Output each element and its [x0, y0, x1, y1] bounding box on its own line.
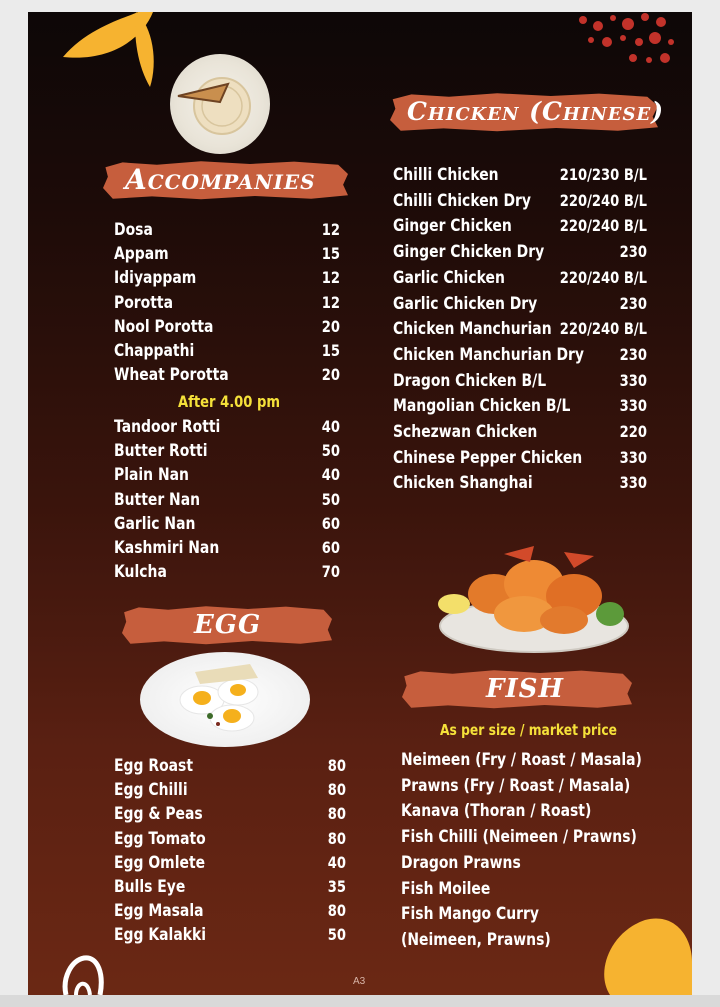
menu-item-price: 330 — [619, 473, 647, 493]
menu-item-name: Kanava (Thoran / Roast) — [401, 801, 592, 822]
menu-item-name: Egg Chilli — [114, 780, 188, 801]
menu-page — [28, 12, 692, 995]
egg-dish-image — [140, 652, 310, 747]
menu-item-name: Chappathi — [114, 341, 195, 361]
dots-decoration-icon — [573, 12, 683, 72]
leaf-decoration-icon — [58, 12, 168, 87]
menu-item-price: 220/240 B/L — [559, 216, 647, 236]
menu-item-price: 220/240 B/L — [559, 319, 647, 339]
menu-item-price: 20 — [321, 365, 340, 385]
menu-item-name: Dragon Chicken B/L — [393, 370, 547, 391]
menu-item-price: 80 — [327, 756, 346, 775]
after-4pm-note: After 4.00 pm — [178, 392, 281, 411]
menu-item-price: 330 — [619, 370, 647, 390]
menu-item-name: Plain Nan — [114, 465, 189, 486]
page-number: A3 — [353, 976, 366, 987]
menu-item-name: Chilli Chicken — [393, 165, 499, 185]
menu-item-name: Tandoor Rotti — [114, 417, 221, 437]
menu-item-name: Schezwan Chicken — [393, 422, 538, 442]
menu-item-name: Fish Mango Curry — [401, 904, 539, 925]
menu-item-price: 80 — [327, 901, 346, 921]
menu-item-price: 50 — [327, 925, 346, 945]
menu-item-name: Kulcha — [114, 562, 167, 583]
menu-item-name: Egg & Peas — [114, 804, 203, 825]
menu-item-price: 210/230 B/L — [559, 165, 647, 184]
menu-item-price: 20 — [321, 316, 340, 336]
menu-item-name: Neimeen (Fry / Roast / Masala) — [401, 750, 642, 770]
fish-title: FISH — [486, 674, 564, 704]
menu-item-name: Egg Roast — [114, 756, 194, 776]
menu-item-price: 15 — [321, 341, 340, 360]
menu-item-price: 80 — [327, 828, 346, 848]
menu-item-price: 50 — [321, 441, 340, 461]
menu-item-price: 40 — [327, 852, 346, 872]
menu-item-name: Fish Moilee — [401, 878, 491, 899]
menu-item-name: Wheat Porotta — [114, 365, 229, 386]
menu-item-name: Chicken Manchurian — [393, 319, 552, 340]
egg-title: EGG — [194, 610, 262, 640]
menu-item-name: Fish Chilli (Neimeen / Prawns) — [401, 827, 637, 848]
logo-outline-icon — [58, 952, 108, 995]
menu-item-name: Prawns (Fry / Roast / Masala) — [401, 775, 631, 796]
menu-item-price: 330 — [619, 447, 647, 467]
chicken-title: Chicken (Chinese) — [407, 97, 665, 126]
menu-item-name: Garlic Chicken — [393, 267, 505, 288]
menu-item-name: Butter Nan — [114, 489, 201, 510]
menu-item-name: Porotta — [114, 292, 173, 313]
menu-item-name: Dragon Prawns — [401, 852, 521, 873]
menu-item-price: 15 — [321, 244, 340, 264]
menu-item-price: 12 — [321, 292, 340, 312]
menu-item-price: 12 — [321, 220, 340, 239]
menu-item-name: Idiyappam — [114, 268, 197, 289]
menu-item-price: 60 — [321, 538, 340, 557]
menu-item-price: 220 — [619, 422, 647, 441]
menu-item-name: Ginger Chicken Dry — [393, 242, 545, 263]
menu-item-name: Chilli Chicken Dry — [393, 190, 531, 211]
menu-item-price: 70 — [321, 562, 340, 582]
shrimp-icon — [434, 534, 630, 654]
menu-item-name: Egg Kalakki — [114, 925, 207, 946]
menu-item-price: 50 — [321, 489, 340, 509]
menu-item-price: 220/240 B/L — [559, 190, 647, 210]
menu-item-price: 60 — [321, 513, 340, 533]
dosa-dish-image — [170, 54, 270, 154]
menu-item-name: Garlic Chicken Dry — [393, 293, 538, 314]
menu-item-name: Mangolian Chicken B/L — [393, 396, 571, 417]
shrimp-dish-image — [434, 534, 630, 654]
menu-item-price: 230 — [619, 344, 647, 364]
menu-item-price: 40 — [321, 465, 340, 485]
menu-item-name: Egg Tomato — [114, 828, 206, 849]
menu-item-price: 40 — [321, 417, 340, 436]
menu-item-price: 80 — [327, 780, 346, 800]
menu-item-name: Chicken Manchurian Dry — [393, 344, 585, 365]
menu-item-name: Kashmiri Nan — [114, 538, 220, 558]
menu-item-price: 80 — [327, 804, 346, 824]
menu-item-name: Chicken Shanghai — [393, 473, 533, 494]
page-bottom-margin — [0, 995, 720, 1007]
menu-item-name: Appam — [114, 244, 169, 265]
menu-item-name: Egg Masala — [114, 901, 204, 922]
menu-item-name: Egg Omlete — [114, 852, 206, 873]
menu-item-price: 220/240 B/L — [559, 267, 647, 287]
menu-item-name: (Neimeen, Prawns) — [401, 929, 551, 950]
menu-item-price: 230 — [619, 242, 647, 262]
menu-item-name: Ginger Chicken — [393, 216, 512, 237]
blob-decoration-icon — [590, 912, 692, 995]
menu-item-price: 12 — [321, 268, 340, 288]
menu-item-name: Butter Rotti — [114, 441, 208, 462]
menu-item-name: Bulls Eye — [114, 877, 186, 897]
fried-egg-icon — [140, 652, 310, 747]
dosa-icon — [170, 54, 270, 154]
menu-item-price: 35 — [327, 877, 346, 896]
menu-item-name: Chinese Pepper Chicken — [393, 447, 583, 468]
menu-item-price: 230 — [619, 293, 647, 313]
menu-item-name: Nool Porotta — [114, 316, 214, 337]
menu-item-name: Dosa — [114, 220, 153, 240]
fish-price-note: As per size / market price — [440, 721, 617, 739]
menu-item-price: 330 — [619, 396, 647, 416]
menu-item-name: Garlic Nan — [114, 513, 196, 534]
accompaniments-title: Accompanies — [125, 163, 316, 196]
